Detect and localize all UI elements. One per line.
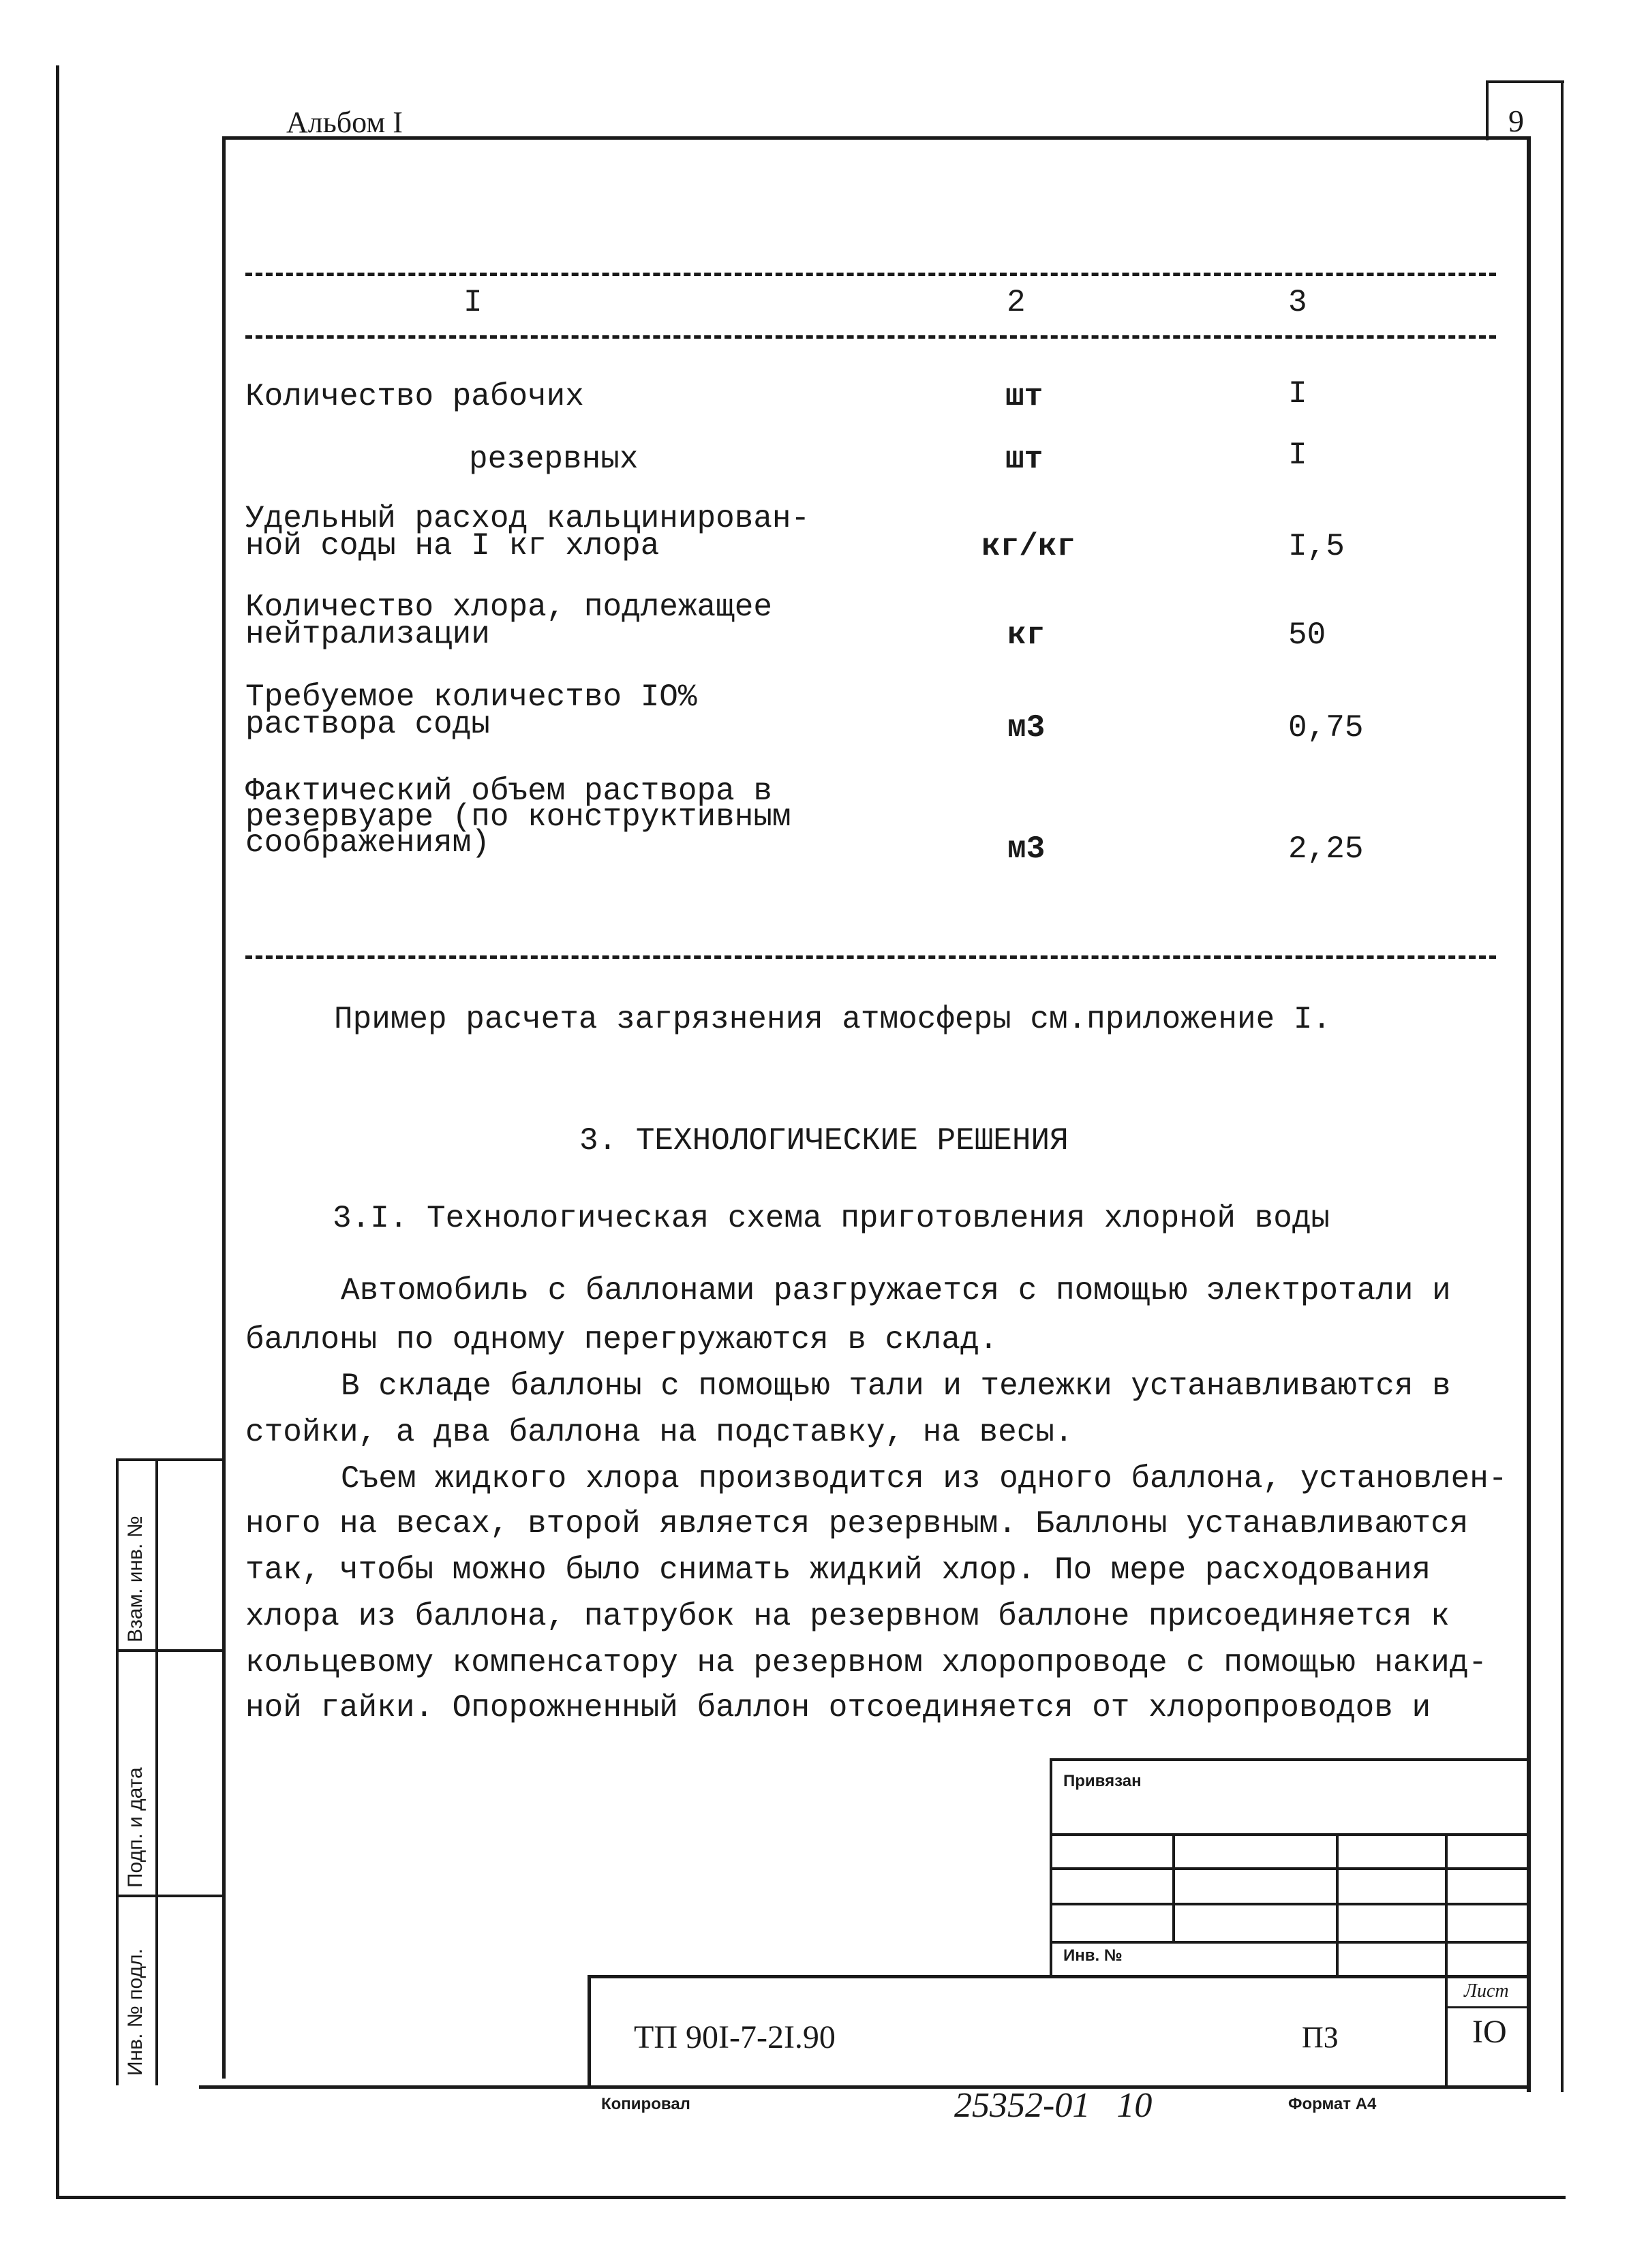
- column-header-2: 2: [1007, 285, 1026, 320]
- side-strip-top: [116, 1458, 225, 1461]
- table-row-param: Количество рабочих: [245, 379, 584, 414]
- column-header-1: I: [463, 285, 483, 320]
- body-text-line: так, чтобы можно было снимать жидкий хлор. По мере расходования: [245, 1552, 1431, 1588]
- table-row-param: раствора соды: [245, 707, 490, 742]
- stamp-col1: [1172, 1833, 1175, 1941]
- body-text-line: ной гайки. Опорожненный баллон отсоединяется от хлоропроводов и: [245, 1690, 1431, 1726]
- outer-left-border: [56, 65, 59, 2198]
- body-text-line: Автомобиль с баллонами разгружается с помощью электротали и: [341, 1273, 1451, 1308]
- side-strip-div2: [116, 1895, 225, 1897]
- side-strip-left: [116, 1458, 119, 2085]
- stamp-row1: [1050, 1833, 1527, 1836]
- table-row-param: нейтрализации: [245, 617, 490, 652]
- table-row-unit: кг: [1007, 617, 1046, 653]
- album-label: Альбом I: [286, 106, 403, 139]
- subsection-title: 3.I. Технологическая схема приготовления хлорной воды: [333, 1201, 1330, 1236]
- table-top-rule: [245, 273, 1496, 276]
- body-text-line: кольцевому компенсатору на резервном хлоропроводе с помощью накид-: [245, 1645, 1487, 1681]
- table-row-unit: шт: [1005, 379, 1043, 414]
- side-strip-mid: [155, 1458, 158, 2085]
- stamp-col2: [1336, 1833, 1339, 1976]
- table-row-param: ной соды на I кг хлора: [245, 528, 660, 564]
- body-text-line: баллоны по одному перегружаются в склад.: [245, 1322, 999, 1358]
- stamp-sheet-left: [1445, 1975, 1448, 2087]
- stamp-main-left: [588, 1975, 591, 2087]
- stamp-row2: [1050, 1867, 1527, 1870]
- stamp-privyazan-label: Привязан: [1063, 1772, 1142, 1790]
- table-row-param: Фактический объем раствора в: [245, 773, 772, 809]
- table-row-value: 2,25: [1288, 831, 1364, 867]
- outer-bottom-border: [56, 2196, 1566, 2199]
- body-text-line: хлора из баллона, патрубок на резервном баллоне присоединяется к: [245, 1599, 1450, 1634]
- body-text-line: Съем жидкого хлора производится из одного баллона, установлен-: [341, 1461, 1508, 1497]
- stamp-inv-label: Инв. №: [1063, 1946, 1123, 1965]
- table-row-unit: шт: [1005, 442, 1043, 477]
- page-number: 9: [1508, 104, 1524, 138]
- stamp-row3: [1050, 1903, 1527, 1905]
- table-row-param: Удельный расход кальцинирован-: [245, 501, 810, 536]
- stamp-sheet-number: IO: [1472, 2014, 1507, 2050]
- stamp-sheet-label: Лист: [1464, 1980, 1509, 2002]
- frame-top-right: [1486, 80, 1564, 83]
- table-row-param: резервных: [469, 442, 639, 477]
- footer-format: Формат А4: [1288, 2095, 1377, 2113]
- body-text-line: стойки, а два баллона на подставку, на весы.: [245, 1415, 1073, 1450]
- table-row-param: Количество хлора, подлежащее: [245, 589, 772, 625]
- side-label-vzam: Взам. инв. №: [124, 1516, 147, 1642]
- table-row-param: соображениям): [245, 825, 490, 861]
- table-row-value: 50: [1288, 617, 1326, 653]
- footer-kopiroval: Копировал: [601, 2095, 690, 2113]
- table-header-rule: [245, 335, 1496, 339]
- section-title: 3. ТЕХНОЛОГИЧЕСКИЕ РЕШЕНИЯ: [579, 1123, 1069, 1159]
- table-row-value: 0,75: [1288, 710, 1364, 746]
- table-row-unit: м3: [1007, 710, 1046, 746]
- stamp-col3: [1445, 1833, 1448, 1976]
- table-row-value: I: [1288, 438, 1307, 473]
- frame-right-border: [1527, 136, 1531, 2092]
- stamp-doc-code: ТП 90I-7-2I.90: [634, 2019, 836, 2055]
- side-strip-div1: [116, 1649, 225, 1652]
- table-row-value: I,5: [1288, 529, 1345, 564]
- frame-left-border: [222, 136, 226, 2079]
- column-header-3: 3: [1288, 285, 1307, 320]
- side-label-inv-podl: Инв. № подл.: [124, 1948, 147, 2076]
- frame-bottom-border: [199, 2085, 1528, 2089]
- stamp-row4: [1050, 1941, 1527, 1944]
- table-row-param: Требуемое количество IO%: [245, 679, 697, 715]
- table-row-unit: кг/кг: [981, 529, 1076, 564]
- stamp-sheet-div: [1445, 2006, 1527, 2008]
- side-label-podp: Подп. и дата: [124, 1767, 147, 1888]
- body-text-line: ного на весах, второй является резервным. Баллоны устанавливаются: [245, 1506, 1469, 1542]
- stamp-doc-type: ПЗ: [1302, 2021, 1339, 2054]
- stamp-main-top: [588, 1975, 1528, 1978]
- table-bottom-rule: [245, 955, 1496, 959]
- footer-number: 25352-01 10: [954, 2086, 1153, 2125]
- frame-right-border-outer: [1561, 80, 1564, 2092]
- table-row-unit: м3: [1007, 831, 1046, 867]
- table-row-value: I: [1288, 376, 1307, 412]
- note-text: Пример расчета загрязнения атмосферы см.приложение I.: [334, 1002, 1332, 1037]
- table-row-param: резервуаре (по конструктивным: [245, 799, 791, 835]
- page-number-divider: [1486, 80, 1489, 140]
- stamp-privyazan-top: [1050, 1758, 1527, 1761]
- top-border: [225, 136, 1527, 140]
- body-text-line: В складе баллоны с помощью тали и тележки устанавливаются в: [341, 1368, 1451, 1404]
